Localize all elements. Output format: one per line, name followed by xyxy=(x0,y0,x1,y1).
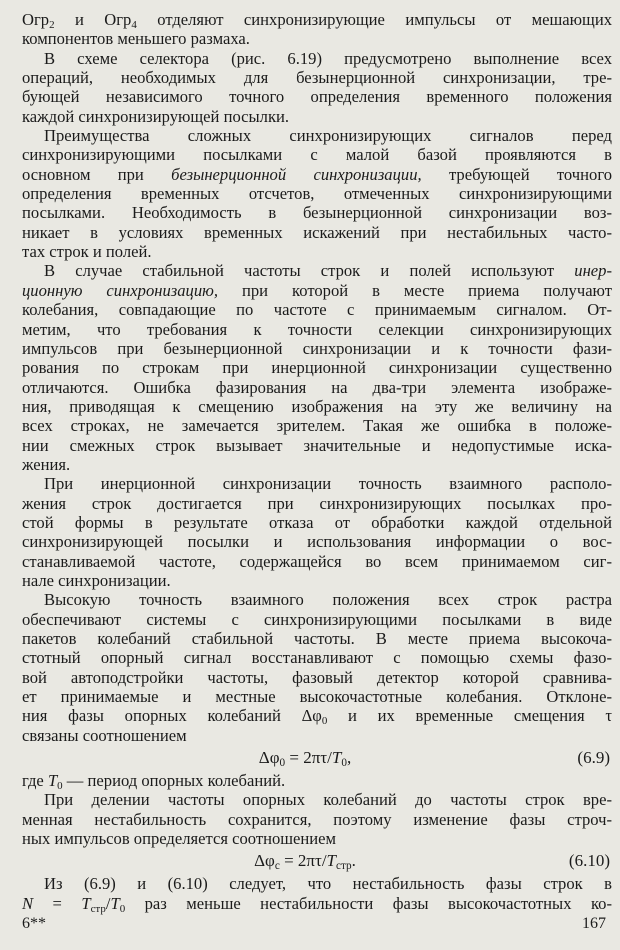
text-segment: / xyxy=(105,893,111,913)
text-line xyxy=(22,10,613,32)
text-line xyxy=(22,790,612,809)
text-line xyxy=(22,829,612,848)
text-line xyxy=(22,706,613,728)
italic-text: T xyxy=(47,771,58,791)
text-segment: ния, приводящая к смещению изображения на эту же величину на xyxy=(22,396,612,416)
text-segment: синхронизирующей посылки и использования информации о вос- xyxy=(22,532,612,552)
text-segment: ных импульсов определяется соотношением xyxy=(22,829,337,849)
text-segment: , xyxy=(346,748,352,768)
subscript-text: стр xyxy=(336,860,352,873)
text-segment: отделяют синхронизирующие импульсы от мешающих xyxy=(136,10,613,29)
italic-text: T xyxy=(110,893,120,913)
formula-expression xyxy=(10,745,600,776)
equation-number: (6.10) xyxy=(568,851,610,871)
text-segment: никает в условиях временных искажений при нестабильных часто- xyxy=(22,222,612,242)
text-segment: жения. xyxy=(22,454,71,474)
text-segment: основном при xyxy=(22,164,172,184)
text-segment: при которой в месте приема получают xyxy=(218,280,612,300)
text-segment: каждой синхронизирующей посылки. xyxy=(22,106,290,126)
text-segment: нале синхронизации. xyxy=(22,570,171,590)
text-segment: и их временные смещения τ xyxy=(327,706,613,726)
subscript-text: с xyxy=(274,860,280,873)
text-segment: операций, необходимых для безынерционной синхронизации, тре- xyxy=(22,68,612,88)
text-segment: Из (6.9) и (6.10) следует, что нестабильность фазы строк в xyxy=(44,874,612,894)
text-line xyxy=(22,320,612,339)
text-segment: Высокую точность взаимного положения всех строк растра xyxy=(44,590,612,610)
equation-number: (6.9) xyxy=(577,748,610,768)
subscript-text: 0 xyxy=(279,757,286,770)
text-line xyxy=(22,242,612,261)
text-segment: = xyxy=(33,893,82,913)
text-line xyxy=(22,397,612,416)
text-line xyxy=(22,29,612,48)
text-line xyxy=(22,203,612,222)
text-line xyxy=(22,474,612,493)
text-line xyxy=(22,726,612,745)
text-line xyxy=(22,610,612,629)
text-segment: тах строк и полей. xyxy=(22,242,152,262)
subscript-text: стр xyxy=(90,902,106,915)
text-line xyxy=(22,668,612,687)
text-segment: синхронизирующими посылками с малой базой проявляются в xyxy=(22,145,612,165)
text-line xyxy=(22,648,612,667)
text-line xyxy=(22,378,612,397)
text-line xyxy=(22,145,612,164)
text-line xyxy=(22,494,612,513)
formula-line xyxy=(22,848,612,874)
italic-text: N xyxy=(22,893,34,913)
text-segment: посылками. Необходимость в безынерционной синхронизации воз- xyxy=(22,203,612,223)
text-segment: — период опорных колебаний. xyxy=(62,771,286,791)
italic-text: T xyxy=(326,851,337,871)
text-line xyxy=(22,358,612,377)
text-line xyxy=(22,810,612,829)
subscript-text: 0 xyxy=(57,780,63,793)
text-segment: нии смежных строк вызывает значительные и недопустимые иска- xyxy=(22,435,612,455)
text-segment: ния фазы опорных колебаний Δφ xyxy=(22,706,322,726)
formula-expression xyxy=(10,848,600,879)
italic-text: T xyxy=(331,748,342,768)
text-line xyxy=(22,455,612,474)
subscript-text: 0 xyxy=(119,902,126,915)
text-segment: При делении частоты опорных колебаний до частоты строк вре- xyxy=(44,790,612,810)
italic-text: инер- xyxy=(574,261,612,281)
italic-text: безынерционной синхронизации, xyxy=(171,164,422,184)
formula-line xyxy=(22,745,612,771)
subscript-text: 2 xyxy=(49,19,55,32)
text-segment: В случае стабильной частоты строк и полей используют xyxy=(44,261,575,281)
subscript-text: 0 xyxy=(341,757,347,770)
page-footer xyxy=(22,914,606,934)
italic-text: T xyxy=(81,893,91,913)
text-segment: пакетов колебаний стабильной частоты. В месте приема высокоча- xyxy=(22,629,612,648)
text-line xyxy=(22,223,612,242)
text-segment: отличаются. Ошибка фазирования на два-три элемента изображе- xyxy=(22,377,612,397)
text-segment: рования по строкам при инерционной синхронизации существенно xyxy=(22,358,612,378)
text-line xyxy=(22,68,612,87)
text-line xyxy=(22,261,612,280)
text-line xyxy=(22,416,612,435)
text-line xyxy=(22,281,612,300)
text-segment: определения временных отсчетов, отмеченных синхронизирующими xyxy=(22,184,612,204)
text-segment: В схеме селектора (рис. 6.19) предусмотрено выполнение всех xyxy=(44,48,612,68)
text-segment: всех строках, не замечается зрителем. Такая же ошибка в положе- xyxy=(22,416,612,436)
text-segment: стой формы в результате отказа от обработки каждой отдельной xyxy=(22,512,612,532)
text-segment: вой автоподстройки частоты, фазовый детектор которой сравнива- xyxy=(22,667,612,687)
text-segment: При инерционной синхронизации точность взаимного располо- xyxy=(44,474,612,494)
text-line xyxy=(22,687,612,706)
text-segment: Δφ xyxy=(258,748,280,768)
text-line xyxy=(22,184,612,203)
text-segment: колебания, совпадающие по частоте с принимаемым сигналом. От- xyxy=(22,300,612,320)
signature-mark: 6** xyxy=(22,915,46,932)
text-line xyxy=(22,590,612,609)
text-line xyxy=(22,513,612,532)
text-line xyxy=(22,436,612,455)
text-segment: где xyxy=(22,771,48,791)
text-segment: Преимущества сложных синхронизирующих сигналов перед xyxy=(44,126,612,146)
text-segment: . xyxy=(351,851,356,871)
text-segment: требующей точного xyxy=(421,164,613,184)
text-line xyxy=(22,894,612,913)
text-line xyxy=(22,552,612,571)
subscript-text: 0 xyxy=(321,715,328,728)
italic-text: ционную синхронизацию, xyxy=(22,280,218,300)
text-segment: Огр xyxy=(22,10,50,29)
text-segment: связаны соотношением xyxy=(22,725,187,745)
text-line xyxy=(22,165,612,184)
text-line xyxy=(22,571,612,590)
text-segment: жения строк достигается при синхронизирующих посылках про- xyxy=(22,493,612,513)
text-segment: = 2πτ/ xyxy=(279,851,327,871)
page-number: 167 xyxy=(582,915,606,932)
text-segment: = 2πτ/ xyxy=(285,748,332,768)
text-line xyxy=(22,87,612,106)
text-line xyxy=(22,126,612,145)
text-segment: метим, что требования к точности селекции синхронизирующих xyxy=(22,319,612,339)
text-line xyxy=(22,49,612,68)
text-segment: бующей независимого точного определения временного положения xyxy=(22,87,612,107)
text-line xyxy=(22,629,612,648)
text-segment: обеспечивают системы с синхронизирующими посылками в виде xyxy=(22,609,612,629)
text-segment: станавливаемой частоте, содержащейся во всем принимаемом сиг- xyxy=(22,551,612,571)
text-segment: Δφ xyxy=(254,851,275,871)
text-segment: импульсов при безынерционной синхронизации и к точности фази- xyxy=(22,338,612,358)
text-line xyxy=(22,300,612,319)
text-segment: ет принимаемые и местные высокочастотные колебания. Отклоне- xyxy=(22,687,612,707)
text-segment: стотный опорный сигнал восстанавливают с помощью схемы фазо- xyxy=(22,648,612,668)
text-line xyxy=(22,532,612,551)
text-segment: менная нестабильность сохранится, поэтому изменение фазы строч- xyxy=(22,809,612,829)
text-segment: и Огр xyxy=(54,10,132,29)
page-text xyxy=(22,10,612,913)
subscript-text: 4 xyxy=(131,19,137,32)
text-segment: раз меньше нестабильности фазы высокочастотных ко- xyxy=(125,893,612,913)
text-line xyxy=(22,107,612,126)
text-line xyxy=(22,339,612,358)
text-segment: компонентов меньшего размаха. xyxy=(22,29,250,49)
